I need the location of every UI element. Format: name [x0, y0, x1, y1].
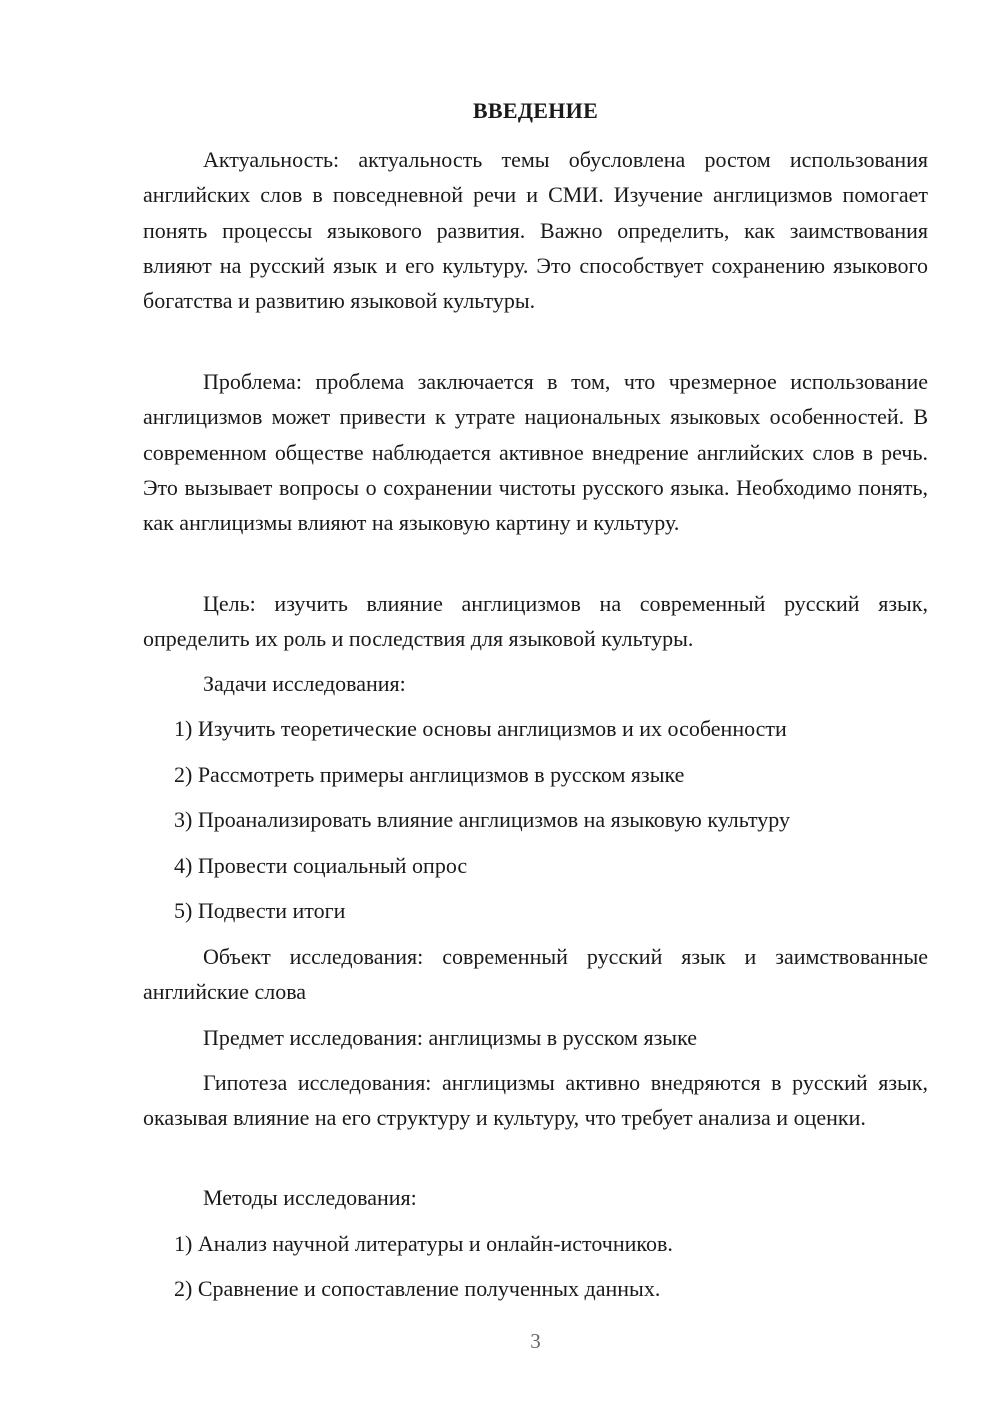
- goal-paragraph: Цель: изучить влияние англицизмов на современный русский язык, определить их роль и последствия для языковой культуры.: [143, 591, 928, 652]
- task-item: 5) Подвести итоги: [174, 898, 346, 923]
- subject-paragraph: Предмет исследования: англицизмы в русском языке: [203, 1025, 697, 1050]
- task-item: 1) Изучить теоретические основы англицизмов и их особенности: [174, 716, 787, 741]
- page-number: 3: [530, 1329, 541, 1353]
- relevance-paragraph: Актуальность: актуальность темы обусловлена ростом использования английских слов в повседневной речи и СМИ. Изучение англицизмов помогает понять процессы языкового развития. Важно определить, как заимствования влияют на русский язык и его культуру. Это способствует сохранению языкового богатства и развитию языковой культуры.: [143, 147, 928, 314]
- task-item: 4) Провести социальный опрос: [174, 853, 468, 878]
- object-paragraph: Объект исследования: современный русский язык и заимствованные английские слова: [143, 944, 928, 1005]
- methods-heading: Методы исследования:: [203, 1185, 417, 1210]
- task-item: 2) Рассмотреть примеры англицизмов в русском языке: [174, 762, 685, 787]
- tasks-heading: Задачи исследования:: [203, 671, 406, 696]
- method-item: 2) Сравнение и сопоставление полученных данных.: [174, 1276, 661, 1301]
- problem-paragraph: Проблема: проблема заключается в том, что чрезмерное использование англицизмов может привести к утрате национальных языковых особенностей. В современном обществе наблюдается активное внедрение английских слов в речь. Это вызывает вопросы о сохранении чистоты русского языка. Необходимо понять, как англицизмы влияют на языковую картину и культуру.: [143, 369, 928, 536]
- task-item: 3) Проанализировать влияние англицизмов на языковую культуру: [174, 807, 790, 832]
- method-item: 1) Анализ научной литературы и онлайн-источников.: [174, 1231, 673, 1256]
- page-title: ВВЕДЕНИЕ: [472, 98, 599, 123]
- hypothesis-paragraph: Гипотеза исследования: англицизмы активно внедряются в русский язык, оказывая влияние на его структуру и культуру, что требует анализа и оценки.: [143, 1070, 928, 1131]
